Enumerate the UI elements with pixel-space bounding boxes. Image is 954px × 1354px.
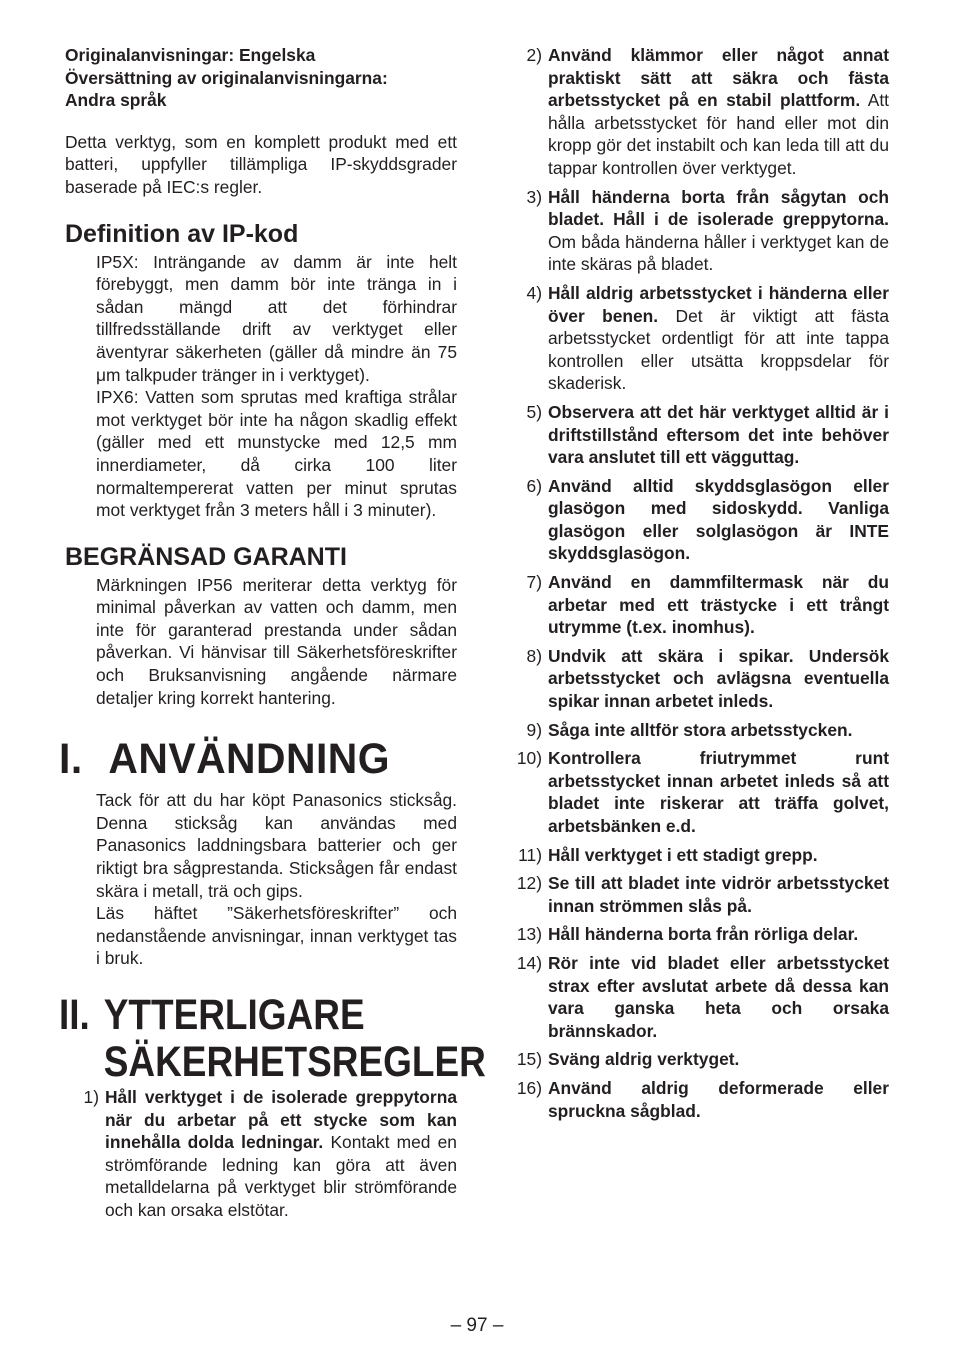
safety-rule-item: [508, 282, 889, 395]
rule-bold-text: Undvik att skära i spikar. Undersök arbetsstycket och avlägsna eventuella spikar innan arbetet inleds.: [548, 645, 889, 712]
section-1-paragraph-2: Läs häftet ”Säkerhetsföreskrifter” och nedanstående anvisningar, innan verktyget tas i bruk.: [96, 903, 457, 969]
rule-number: 8): [526, 645, 542, 666]
intro-paragraph: Detta verktyg, som en komplett produkt med ett batteri, uppfyller tillämpliga IP-skyddsgrader baserade på IEC:s regler.: [65, 131, 457, 197]
safety-rule-item: [508, 747, 889, 837]
rule-number: 9): [526, 719, 542, 740]
section-1-number: I.: [59, 735, 83, 784]
header-line-3: Andra språk: [65, 90, 167, 111]
section-2-title-line-2: SÄKERHETSREGLER: [103, 1038, 486, 1086]
section-2-heading: [59, 991, 486, 1086]
safety-rule-item: [508, 952, 889, 1042]
rule-number: 5): [526, 401, 542, 422]
section-2-title-line-1: YTTERLIGARE: [103, 991, 365, 1039]
safety-rule-item: [508, 401, 889, 469]
safety-rule-item: [508, 186, 889, 276]
rule-bold-text: Använd en dammfiltermask när du arbetar med ett trästycke i ett trångt utrymme (t.ex. inomhus).: [548, 572, 889, 638]
warranty-body: [65, 574, 457, 710]
rule-normal-text: Om båda händerna håller i verktyget kan de inte skäras på bladet.: [548, 231, 889, 275]
section-1-body: [65, 789, 457, 970]
section-2-number: II.: [59, 991, 90, 1039]
rule-number: 13): [516, 924, 542, 945]
rule-number: 14): [516, 952, 542, 973]
safety-rule-item: [508, 571, 889, 639]
right-column: [508, 44, 889, 1128]
safety-rule-item: [508, 872, 889, 917]
rule-bold-text: Håll aldrig arbetsstycket i händerna eller över benen.: [548, 282, 889, 326]
section-1-heading: [59, 735, 437, 783]
safety-rules-list-right: [508, 44, 889, 1122]
rule-bold-text: Använd alltid skyddsglasögon eller glasögon med sidoskydd. Vanliga glasögon eller solglasögon är INTE skyddsglasögon.: [548, 475, 889, 564]
rule-number: 16): [516, 1077, 542, 1098]
original-instructions-header: [65, 44, 457, 112]
safety-rule-item: [508, 475, 889, 565]
rule-number: 2): [526, 45, 542, 65]
rule-normal-text: Att hålla arbetsstycket för hand eller mot din kropp gör det instabilt och kan leda till att du tappar kontrollen över verktyget.: [548, 90, 889, 178]
rule-number: 15): [516, 1049, 542, 1070]
rule-bold-text: Använd aldrig deformerade eller spruckna sågblad.: [548, 1077, 889, 1121]
safety-rule-item: [508, 44, 889, 180]
page-number: – 97 –: [450, 1315, 504, 1336]
rule-bold-text: Håll verktyget i de isolerade greppytorna när du arbetar på ett stycke som kan innehålla dolda ledningar.: [105, 1087, 457, 1153]
warranty-heading: BEGRÄNSAD GARANTI: [65, 542, 347, 571]
rule-number: 3): [526, 186, 542, 207]
section-1-paragraph-1: Tack för att du har köpt Panasonics sticksåg. Denna sticksåg kan användas med Panasonics laddningsbara batterier och ger riktigt bra sågprestanda. Sticksågen får endast skära i metall, trä och gips.: [96, 790, 457, 901]
ip-code-heading: Definition av IP-kod: [65, 219, 299, 248]
safety-rule-item: [508, 844, 889, 867]
safety-rule-item: [65, 1086, 457, 1222]
rule-number: 1): [83, 1087, 99, 1107]
rule-bold-text: Se till att bladet inte vidrör arbetsstycket innan strömmen slås på.: [548, 873, 889, 916]
header-line-1: Originalanvisningar: Engelska: [65, 45, 316, 65]
rule-bold-text: Håll verktyget i ett stadigt grepp.: [548, 844, 818, 865]
header-line-2: Översättning av originalanvisningarna:: [65, 67, 388, 88]
rule-bold-text: Använd klämmor eller något annat praktiskt sätt att säkra och fästa arbetsstycket på en stabil plattform.: [548, 45, 889, 111]
rule-bold-text: Sväng aldrig verktyget.: [548, 1049, 740, 1070]
rule-number: 12): [516, 873, 542, 894]
safety-rule-item: [508, 1048, 889, 1071]
rule-bold-text: Håll händerna borta från rörliga delar.: [548, 924, 859, 945]
safety-rule-item: [508, 923, 889, 946]
rule-bold-text: Observera att det här verktyget alltid är i driftstillstånd eftersom det inte behöver vara anslutet till ett vägguttag.: [548, 401, 889, 468]
ip5x-paragraph: IP5X: Inträngande av damm är inte helt förebyggt, men damm bör inte tränga in i sådan mängd att det förhindrar tillfredsställande drift av verktyget eller äventyrar säkerheten (gäller då mindre än 75 μm talkpuder tränger in i verktyget).: [96, 251, 457, 385]
rule-number: 7): [526, 572, 542, 593]
safety-rules-list-left: [65, 1086, 457, 1222]
rule-number: 10): [516, 748, 542, 769]
rule-bold-text: Håll händerna borta från sågytan och bladet. Håll i de isolerade greppytorna.: [548, 186, 889, 230]
safety-rule-item: [508, 719, 889, 742]
ip-code-body: [65, 251, 457, 522]
safety-rule-item: [508, 1077, 889, 1122]
rule-number: 4): [526, 282, 542, 303]
section-1-title: ANVÄNDNING: [108, 735, 391, 784]
ipx6-paragraph: IPX6: Vatten som sprutas med kraftiga strålar mot verktyget bör inte ha någon skadlig effekt (gäller med ett munstycke med 12,5 mm innerdiameter, då cirka 100 liter normaltempererat vatten per minut sprutas mot verktyget från 3 meters håll i 3 minuter).: [96, 387, 457, 521]
rule-normal-text: Kontakt med en strömförande ledning kan göra att även metalldelarna på verktyget blir strömförande och kan orsaka elstötar.: [105, 1132, 457, 1220]
rule-normal-text: Det är viktigt att fästa arbetsstycket ordentligt för att inte tappa kontrollen eller utsätta kroppsdelar för skaderisk.: [548, 305, 889, 394]
safety-rule-item: [508, 645, 889, 713]
warranty-paragraph: Märkningen IP56 meriterar detta verktyg för minimal påverkan av vatten och damm, men inte för garanterad prestanda under sådan påverkan. Vi hänvisar till Säkerhetsföreskrifter och Bruksanvisning angående närmare detaljer kring korrekt hantering.: [96, 574, 457, 708]
rule-bold-text: Rör inte vid bladet eller arbetsstycket strax efter avslutat arbete då dessa kan vara ganska heta och orsaka brännskador.: [548, 952, 889, 1041]
rule-number: 11): [518, 844, 542, 865]
rule-bold-text: Kontrollera friutrymmet runt arbetsstycket innan arbetet inleds så att bladet inte riskerar att träffa golvet, arbetsbänken e.d.: [548, 748, 889, 836]
rule-bold-text: Såga inte alltför stora arbetsstycken.: [548, 719, 853, 740]
rule-number: 6): [526, 475, 542, 496]
left-column: [59, 44, 486, 1228]
